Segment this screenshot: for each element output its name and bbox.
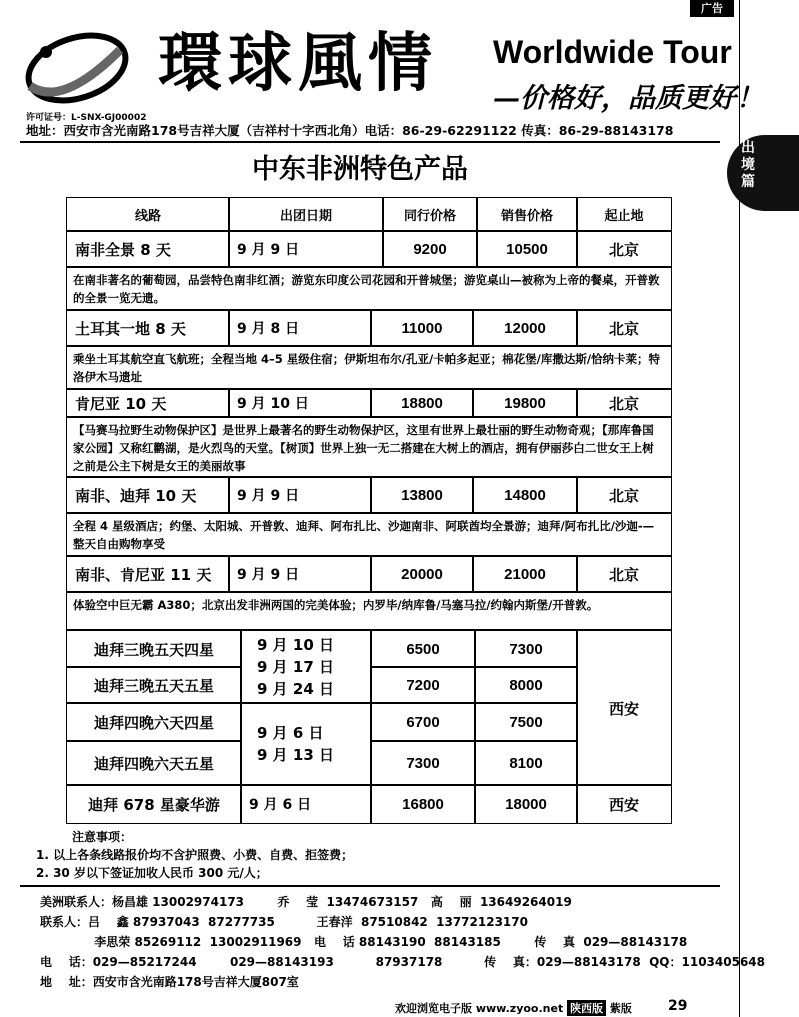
peer-price: 16800 (370, 784, 476, 824)
route-description: 【马赛马拉野生动物保护区】是世界上最著名的野生动物保护区，这里有世界上最壮丽的野生动物奇观；【那库鲁国家公园】又称红鹳湖，是火烈鸟的天堂。【树顶】世界上独一无二搭建在大树上的酒店，拥有伊丽莎白二世女王上树之前是公主下树是女王的美丽故事 (66, 417, 672, 477)
departure-city: 北京 (576, 389, 672, 417)
route-name: 南非、迪拜 10 天 (66, 477, 230, 513)
license-number: 许可证号：L-SNX-GJ00002 (26, 113, 147, 123)
contact-line: 联系人：吕 鑫 87937043 87277735 王春洋 87510842 13772123170 (40, 915, 528, 929)
sale-price: 18000 (474, 784, 578, 824)
sale-price: 19800 (472, 389, 578, 417)
peer-price: 18800 (370, 389, 474, 417)
date-item: 9 月 10 日 (257, 636, 334, 654)
route-name: 南非全景 8 天 (66, 231, 230, 267)
notes-title: 注意事项： (72, 830, 133, 844)
departure-date: 9 月 9 日 (228, 477, 372, 513)
header-route: 线路 (66, 197, 230, 231)
peer-price: 7200 (370, 666, 476, 704)
note-item: 2. 30 岁以下签证加收人民币 300 元/人； (36, 866, 268, 880)
sale-price: 8100 (474, 740, 578, 786)
footer-website: 欢迎浏览电子版 www.zyoo.net (395, 1002, 564, 1015)
dubai-route-name: 迪拜四晚六天五星 (66, 740, 242, 786)
departure-date: 9 月 9 日 (228, 231, 384, 267)
date-item: 9 月 17 日 (257, 658, 334, 676)
dubai-route-name: 迪拜四晚六天四星 (66, 702, 242, 742)
route-name: 南非、肯尼亚 11 天 (66, 556, 230, 592)
route-name: 肯尼亚 10 天 (66, 389, 230, 417)
page-number: 29 (668, 998, 688, 1014)
peer-price: 9200 (382, 231, 478, 267)
sale-price: 10500 (476, 231, 578, 267)
sale-price: 7300 (474, 630, 578, 668)
departure-city: 北京 (576, 477, 672, 513)
header-divider (20, 141, 720, 143)
departure-date: 9 月 8 日 (228, 310, 372, 346)
brand-slogan: —价格好，品质更好！ (493, 83, 763, 114)
company-address: 地址：西安市含光南路178号吉祥大厦（吉祥村十字西北角）电话：86-29-62291122 传真：86-29-88143178 (26, 123, 674, 138)
edition-label: 紫版 (609, 1002, 632, 1015)
edition-badge: 陕西版 (567, 1000, 606, 1016)
route-description: 乘坐土耳其航空直飞航班；全程当地 4–5 星级住宿；伊斯坦布尔/孔亚/卡帕多起亚；棉花堡/库撒达斯/恰纳卡莱；特洛伊木马遗址 (66, 346, 672, 389)
date-item: 9 月 24 日 (257, 680, 334, 698)
contacts-divider (20, 885, 720, 887)
footer (395, 1000, 632, 1016)
brand-name: 環球風情 (158, 26, 438, 101)
side-tab-label: 出境篇 (741, 140, 755, 190)
peer-price: 6500 (370, 630, 476, 668)
brand-english: Worldwide Tour (493, 34, 732, 70)
globe-logo-icon (22, 28, 132, 106)
sale-price: 8000 (474, 666, 578, 704)
departure-city: 西安 (576, 784, 672, 824)
dubai-route-name: 迪拜三晚五天五星 (66, 666, 242, 704)
header-sale-price: 销售价格 (476, 197, 578, 231)
peer-price: 7300 (370, 740, 476, 786)
route-description: 全程 4 星级酒店；约堡、太阳城、开普敦、迪拜、阿布扎比、沙迦南非、阿联酋均全景游；迪拜/阿布扎比/沙迦-—整天自由购物享受 (66, 513, 672, 556)
note-item: 1. 以上各条线路报价均不含护照费、小费、自费、拒签费； (36, 848, 354, 862)
header-peer-price: 同行价格 (382, 197, 478, 231)
header-city: 起止地 (576, 197, 672, 231)
dubai-dates-group-b (240, 702, 372, 786)
peer-price: 13800 (370, 477, 474, 513)
route-name: 土耳其一地 8 天 (66, 310, 230, 346)
page-title: 中东非洲特色产品 (252, 154, 468, 185)
peer-price: 6700 (370, 702, 476, 742)
side-tab (727, 135, 799, 211)
dubai-route-name: 迪拜三晚五天四星 (66, 630, 242, 668)
departure-date: 9 月 9 日 (228, 556, 372, 592)
sale-price: 7500 (474, 702, 578, 742)
contact-line: 地 址：西安市含光南路178号吉祥大厦807室 (40, 975, 299, 989)
departure-date: 9 月 10 日 (228, 389, 372, 417)
peer-price: 11000 (370, 310, 474, 346)
luxury-route-name: 迪拜 678 星豪华游 (66, 784, 242, 824)
departure-city: 北京 (576, 231, 672, 267)
contact-line: 美洲联系人：杨昌雄 13002974173 乔 莹 13474673157 高 丽 13649264019 (40, 895, 572, 909)
peer-price: 20000 (370, 556, 474, 592)
contact-line: 李思荣 85269112 13002911969 电 话 88143190 88143185 传 真 029—88143178 (40, 935, 688, 949)
dubai-departure-city: 西安 (576, 630, 672, 786)
contact-line: 电 话：029—85217244 029—88143193 87937178 传 真：029—88143178 QQ：1103405648 (40, 955, 765, 969)
date-item: 9 月 6 日 (257, 724, 324, 742)
sale-price: 14800 (472, 477, 578, 513)
route-description: 在南非著名的葡萄园，品尝特色南非红酒；游览东印度公司花园和开普城堡；游览桌山—被称为上帝的餐桌，开普敦的全景一览无遗。 (66, 267, 672, 310)
date-item: 9 月 13 日 (257, 746, 334, 764)
departure-date: 9 月 6 日 (240, 784, 372, 824)
dubai-dates-group-a (240, 630, 372, 704)
sale-price: 12000 (472, 310, 578, 346)
sale-price: 21000 (472, 556, 578, 592)
header-date: 出团日期 (228, 197, 384, 231)
departure-city: 北京 (576, 310, 672, 346)
departure-city: 北京 (576, 556, 672, 592)
route-description: 体验空中巨无霸 A380；北京出发非洲两国的完美体验；内罗毕/纳库鲁/马塞马拉/约翰内斯堡/开普敦。 (66, 592, 672, 630)
ad-label: 广告 (690, 0, 734, 17)
